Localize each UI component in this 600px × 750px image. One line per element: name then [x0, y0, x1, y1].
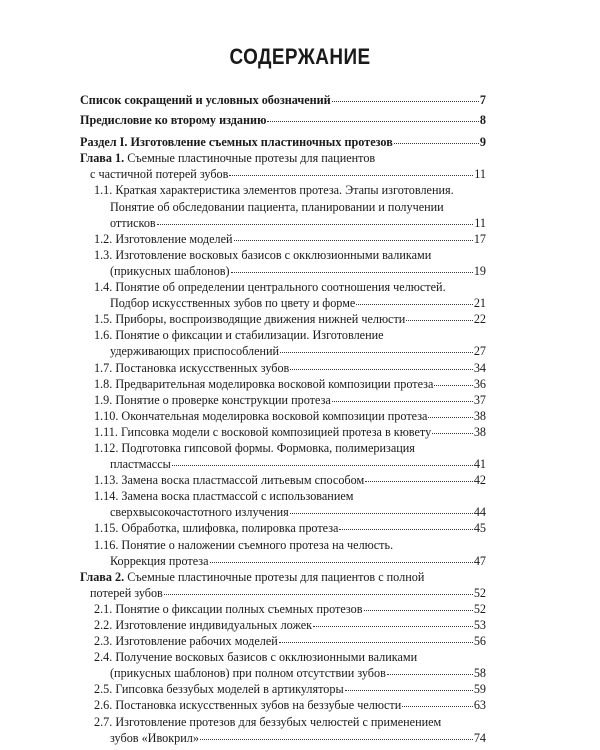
dot-leader: [432, 432, 473, 434]
toc-entry-page: 42: [473, 473, 486, 488]
toc-entry-label: [94, 520, 338, 536]
toc-entry-line: [80, 440, 486, 456]
toc-entry-label: [94, 231, 233, 247]
toc-entry-page: 27: [473, 344, 486, 359]
toc-entry-page: 44: [473, 505, 486, 520]
toc-entry-page: 9: [479, 135, 486, 150]
dot-leader: [428, 416, 472, 418]
toc-entry-line: [80, 472, 486, 488]
toc-entry-page: 52: [473, 601, 486, 616]
toc-entry-text: (прикусных шаблонов) при полном отсутствии зубов: [110, 666, 386, 681]
toc-entry-line: [80, 569, 486, 585]
dot-leader: [234, 239, 473, 241]
section-number: Раздел I.: [80, 135, 128, 150]
toc-subsection[interactable]: [80, 182, 486, 230]
toc-entry-line: [80, 408, 486, 424]
toc-entry-label: [94, 183, 454, 197]
toc-entry-line: [80, 295, 486, 311]
toc-entry-page: 74: [473, 730, 486, 745]
toc-entry-line: [80, 166, 486, 182]
toc-entry-label: [110, 504, 289, 520]
toc-entry-text: (прикусных шаблонов): [110, 263, 230, 278]
toc-entry-text: сверхвысокочастотного излучения: [110, 505, 289, 520]
toc-entry-text: зубов «Ивокрил»: [110, 730, 199, 745]
toc-entry-label: [90, 166, 228, 182]
toc-entry-line: [80, 376, 486, 392]
toc-entry-line: [80, 263, 486, 279]
toc-entry-text: пластмассы: [110, 457, 171, 472]
toc-entry-line: [80, 585, 486, 601]
section-title: Изготовление съемных пластиночных протезов: [130, 135, 393, 150]
toc-entry-page: 8: [479, 113, 486, 128]
toc-entry-label: [94, 601, 363, 617]
toc-subsection[interactable]: [80, 649, 486, 681]
toc-entry-page: 56: [473, 634, 486, 649]
dot-leader: [364, 609, 473, 611]
toc-entry-line: [80, 311, 486, 327]
toc-entry-page: 53: [473, 618, 486, 632]
toc-entry-page: 21: [473, 296, 486, 311]
toc-entry-page: 19: [473, 263, 486, 278]
toc-entry-line: [80, 279, 486, 295]
toc-entry-line: [80, 553, 486, 569]
dot-leader: [339, 528, 472, 530]
dot-leader: [210, 561, 473, 563]
toc-subsection[interactable]: [80, 714, 486, 746]
toc-entry-label: [94, 715, 441, 729]
toc-entry-text: 1.15. Обработка, шлифовка, полировка протеза: [94, 521, 339, 536]
toc-entry-line: [80, 537, 486, 553]
dot-leader: [365, 480, 473, 482]
toc-subsection[interactable]: [80, 601, 486, 617]
toc-entry-line: [80, 247, 486, 263]
toc-entry-text: с частичной потерей зубов: [90, 167, 229, 182]
toc-entries: [80, 150, 486, 745]
toc-entry-label: [94, 650, 417, 664]
toc-entry-text: 2.2. Изготовление индивидуальных ложек: [94, 618, 313, 632]
toc-entry-abbreviations[interactable]: [80, 92, 486, 108]
toc-entry-line: [80, 392, 486, 408]
toc-entry-line: [80, 681, 486, 697]
toc-entry-text: 1.4. Понятие об определении центрального соотношения челюстей.: [94, 280, 446, 295]
toc-subsection[interactable]: [80, 697, 486, 713]
dot-leader: [157, 223, 474, 225]
toc-entry-page: 11: [474, 167, 486, 182]
toc-subsection[interactable]: [80, 360, 486, 376]
dot-leader: [387, 673, 473, 675]
toc-entry-label: [94, 328, 384, 342]
toc-entry-line: [80, 697, 486, 713]
toc-entry-text: 1.16. Понятие о наложении съемного протеза на челюсть.: [94, 537, 394, 552]
toc-entry-text: Подбор искусственных зубов по цвету и форме: [110, 296, 356, 311]
toc-entry-line: [80, 633, 486, 649]
chapter-number: Глава 1.: [80, 151, 125, 166]
toc-subsection[interactable]: [80, 327, 486, 359]
dot-leader: [313, 625, 473, 627]
toc-subsection[interactable]: [80, 279, 486, 311]
toc-subsection[interactable]: [80, 392, 486, 408]
toc-entry-text: 1.8. Предварительная моделировка восковой композиции протеза: [94, 376, 434, 391]
toc-entry-text: 1.13. Замена воска пластмассой литьевым способом: [94, 473, 365, 488]
toc-entry-label: Предисловие ко второму изданию: [80, 113, 267, 128]
toc-subsection[interactable]: [80, 311, 486, 327]
toc-entry-label: [94, 376, 433, 392]
toc-entry-text: 2.5. Гипсовка беззубых моделей в артикуляторы: [94, 682, 344, 697]
toc-entry-text: удерживающих приспособлений: [110, 344, 280, 359]
toc-entry-line: [80, 215, 486, 231]
dot-leader: [394, 142, 479, 144]
toc-entry-text: 1.9. Понятие о проверке конструкции протеза: [94, 392, 331, 407]
dot-leader: [231, 271, 473, 273]
toc-subsection[interactable]: [80, 231, 486, 247]
toc-entry-text: 1.6. Понятие о фиксации и стабилизации. Изготовление: [94, 328, 384, 343]
dot-leader: [164, 593, 473, 595]
toc-entry-page: 38: [473, 408, 486, 423]
toc-entry-label: [94, 472, 364, 488]
toc-subsection[interactable]: [80, 537, 486, 569]
toc-entry-label: [94, 489, 353, 503]
dot-leader: [332, 400, 473, 402]
toc-entry-label: [110, 456, 171, 472]
toc-entry-text: Понятие об обследовании пациента, планировании и получении: [110, 199, 444, 214]
toc-entry-text: Съемные пластиночные протезы для пациентов: [127, 151, 376, 166]
chapter-number: Глава 2.: [80, 569, 125, 584]
toc-entry-line: [80, 504, 486, 520]
toc-entry-line: [80, 150, 486, 166]
toc-entry-text: 1.2. Изготовление моделей: [94, 231, 233, 246]
toc-entry-label: [94, 424, 431, 440]
toc-entry-page: 52: [473, 585, 486, 600]
toc-entry-label: [94, 248, 431, 262]
toc-entry-label: [94, 681, 344, 697]
toc-entry-text: 2.1. Понятие о фиксации полных съемных протезов: [94, 601, 363, 616]
toc-entry-label: Список сокращений и условных обозначений: [80, 93, 331, 107]
toc-entry-page: 11: [474, 215, 486, 230]
toc-entry-section-1[interactable]: [80, 134, 486, 150]
toc-entry-label: [110, 665, 386, 681]
dot-leader: [290, 512, 473, 514]
toc-entry-label: [94, 633, 278, 649]
table-of-contents: [80, 92, 486, 746]
dot-leader: [172, 464, 473, 466]
toc-subsection[interactable]: [80, 488, 486, 520]
toc-entry-line: [80, 327, 486, 343]
toc-entry-label: [110, 295, 355, 311]
toc-entry-line: [80, 617, 486, 633]
toc-entry-line: [80, 343, 486, 359]
toc-entry-text: Коррекция протеза: [110, 553, 209, 568]
toc-entry-label: [94, 697, 401, 713]
toc-entry-text: 1.5. Приборы, воспроизводящие движения нижней челюсти: [94, 312, 406, 327]
toc-subsection[interactable]: [80, 376, 486, 392]
toc-subsection[interactable]: [80, 633, 486, 649]
dot-leader: [356, 303, 472, 305]
page-title: СОДЕРЖАНИЕ: [229, 44, 371, 69]
toc-subsection[interactable]: [80, 520, 486, 536]
toc-entry-text: 1.7. Постановка искусственных зубов: [94, 360, 290, 375]
toc-subsection[interactable]: [80, 408, 486, 424]
toc-entry-text: 2.3. Изготовление рабочих моделей: [94, 634, 278, 649]
toc-entry-text: Съемные пластиночные протезы для пациентов с полной: [127, 569, 425, 584]
toc-entry-label: [94, 538, 393, 552]
toc-entry-label: [94, 441, 415, 455]
toc-entry-text: 1.12. Подготовка гипсовой формы. Формовка, полимеризация: [94, 440, 415, 455]
toc-entry-label: [110, 730, 199, 746]
dot-leader: [267, 120, 479, 122]
toc-entry-text: 1.14. Замена воска пластмассой с использованием: [94, 489, 354, 504]
toc-entry-page: 37: [473, 392, 486, 407]
toc-entry-label: [110, 343, 279, 359]
toc-entry-page: 59: [473, 682, 486, 697]
toc-entry-text: 1.10. Окончательная моделировка восковой композиции протеза: [94, 408, 428, 423]
toc-entry-page: 7: [479, 93, 486, 107]
toc-entry-line: [80, 456, 486, 472]
toc-entry-label: [90, 585, 163, 601]
toc-entry-page: 41: [473, 457, 486, 472]
toc-entry-label: [80, 570, 424, 584]
toc-entry-page: 63: [473, 698, 486, 713]
toc-entry-label: [94, 408, 427, 424]
toc-entry-line: [80, 199, 486, 215]
toc-entry-label: [94, 280, 446, 294]
toc-subsection[interactable]: [80, 440, 486, 472]
toc-subsection[interactable]: [80, 617, 486, 633]
toc-entry-text: 1.3. Изготовление восковых базисов с окклюзионными валиками: [94, 247, 432, 262]
toc-chapter[interactable]: [80, 569, 486, 601]
toc-entry-line: [80, 730, 486, 746]
toc-entry-page: 58: [473, 666, 486, 681]
toc-entry-text: 2.7. Изготовление протезов для беззубых челюстей с применением: [94, 714, 442, 729]
toc-entry-line: [80, 231, 486, 247]
dot-leader: [345, 689, 473, 691]
toc-chapter[interactable]: [80, 150, 486, 182]
toc-subsection[interactable]: [80, 472, 486, 488]
toc-entry-page: 17: [473, 231, 486, 246]
toc-entry-label: [94, 392, 331, 408]
toc-entry-line: [80, 649, 486, 665]
toc-entry-page: 47: [473, 553, 486, 568]
dot-leader: [229, 174, 473, 176]
toc-subsection[interactable]: [80, 681, 486, 697]
dot-leader: [290, 368, 473, 370]
toc-entry-text: 2.4. Получение восковых базисов с окклюзионными валиками: [94, 650, 418, 665]
toc-entry-label: [110, 263, 230, 279]
toc-entry-label: [110, 200, 444, 214]
toc-entry-text: 2.6. Постановка искусственных зубов на беззубые челюсти: [94, 698, 402, 713]
toc-entry-page: 22: [473, 312, 486, 327]
toc-entry-label: [80, 151, 375, 165]
dot-leader: [402, 705, 473, 707]
dot-leader: [200, 738, 473, 740]
toc-subsection[interactable]: [80, 424, 486, 440]
toc-entry-label: [94, 617, 312, 633]
toc-entry-page: 34: [473, 360, 486, 375]
toc-entry-preface[interactable]: [80, 112, 486, 128]
toc-entry-text: 1.11. Гипсовка модели с восковой композицией протеза в кювету: [94, 424, 432, 439]
toc-entry-page: 38: [473, 424, 486, 439]
toc-entry-line: [80, 182, 486, 198]
toc-entry-text: оттисков: [110, 215, 156, 230]
toc-entry-page: 45: [473, 521, 486, 536]
toc-entry-label: [110, 553, 209, 569]
toc-entry-text: потерей зубов: [90, 585, 163, 600]
toc-entry-line: [80, 714, 486, 730]
toc-entry-line: [80, 601, 486, 617]
toc-subsection[interactable]: [80, 247, 486, 279]
toc-entry-line: [80, 665, 486, 681]
toc-entry-line: [80, 360, 486, 376]
toc-entry-label: [94, 311, 405, 327]
dot-leader: [332, 100, 479, 102]
dot-leader: [280, 351, 473, 353]
toc-entry-line: [80, 424, 486, 440]
toc-entry-line: [80, 520, 486, 536]
toc-entry-page: 36: [473, 376, 486, 391]
toc-entry-label: [94, 360, 289, 376]
dot-leader: [279, 641, 473, 643]
dot-leader: [406, 319, 472, 321]
toc-entry-label: [110, 215, 156, 231]
toc-entry-line: [80, 488, 486, 504]
dot-leader: [434, 384, 472, 386]
toc-entry-text: 1.1. Краткая характеристика элементов протеза. Этапы изготовления.: [94, 183, 454, 198]
